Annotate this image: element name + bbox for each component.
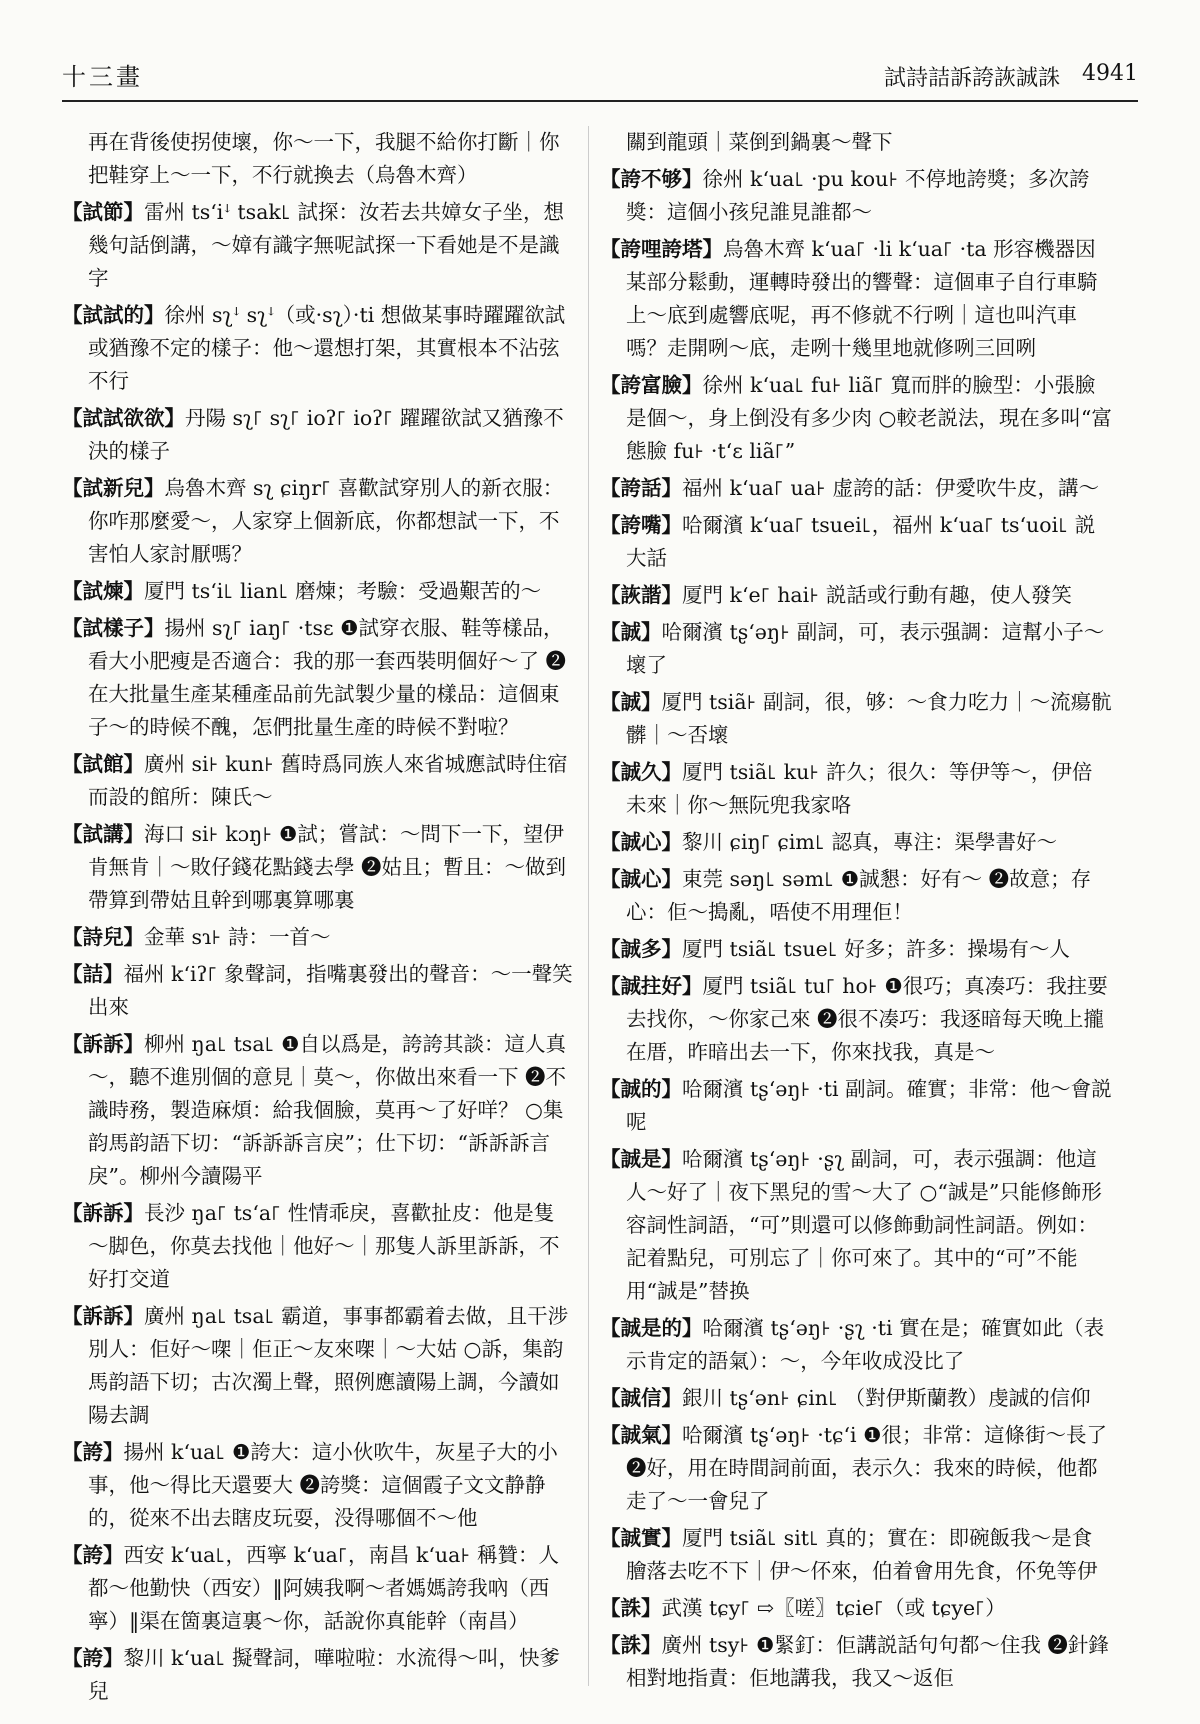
entry-headword: 【誇富臉】	[600, 373, 703, 397]
entry-headword: 【誠】	[600, 620, 662, 644]
header-right	[884, 61, 1138, 100]
dictionary-entry	[600, 826, 1112, 859]
dictionary-entry	[600, 1382, 1112, 1415]
entry-headword: 【誇】	[62, 1646, 124, 1670]
entry-definition: 銀川 tʂʻən꜔ ɕin꜖ （對伊斯蘭教）虔誠的信仰	[682, 1386, 1091, 1410]
entry-headword: 【誠信】	[600, 1386, 682, 1410]
entry-headword: 【誠心】	[600, 830, 682, 854]
entry-definition: 徐州 kʻua꜖ fu꜔ liã꜒ 寬而胖的臉型：小張臉是個～，身上倒没有多少肉 ○較老説法，現在多叫“富態臉 fu꜔ ·tʻɛ liã꜒”	[626, 373, 1112, 463]
dictionary-entry	[62, 1642, 574, 1708]
dictionary-entry	[62, 299, 574, 398]
dictionary-entry	[62, 958, 574, 1024]
entry-headword: 【訴訴】	[62, 1032, 144, 1056]
dictionary-entry	[600, 1522, 1112, 1588]
page-number: 4941	[1082, 61, 1138, 86]
entry-definition: 福州 kʻiʔ꜒ 象聲詞，指嘴裏發出的聲音：～一聲笑出來	[88, 962, 573, 1019]
dictionary-entry	[62, 1197, 574, 1296]
entry-headword: 【試館】	[62, 752, 144, 776]
dictionary-entry	[62, 1028, 574, 1193]
column-divider	[588, 126, 589, 1686]
entry-definition: 徐州 sʅꜜ sʅꜜ（或·sʅ）·ti 想做某事時躍躍欲試或猶豫不定的樣子：他～還想打架，其實根本不沾弦不行	[88, 303, 566, 393]
entry-definition: 哈爾濱 tʂʻəŋ꜔ ·ʂʅ 副詞，可，表示强調：他這人～好了｜夜下黑兒的雪～大了 ○“誠是”只能修飾形容詞性詞語，“可”則還可以修飾動詞性詞語。例如：記着點兒，可別忘了｜你可來了。其中的“可”不能用“誠是”替换	[626, 1147, 1102, 1303]
entry-definition: 烏魯木齊 sʅ ɕiŋr꜒ 喜歡試穿別人的新衣服：你咋那麼愛～，人家穿上個新底，你都想試一下，不害怕人家討厭嗎？	[88, 476, 564, 566]
entry-definition: 廣州 si꜔ kun꜔ 舊時爲同族人來省城應試時住宿而設的館所：陳氏～	[88, 752, 568, 809]
dictionary-entry	[600, 970, 1112, 1069]
entry-headword: 【試樣子】	[62, 616, 165, 640]
entry-definition: 厦門 tsiã꜖ sit꜖ 真的；實在：即碗飯我～是食膾落去吃不下｜伊～伓來，伯着會用先食，伓免等伊	[626, 1526, 1098, 1583]
entry-headword: 【誇】	[62, 1440, 124, 1464]
dictionary-entry	[600, 1419, 1112, 1518]
entry-definition: 黎川 kʻua꜖ 擬聲詞，嘩啦啦：水流得～叫，快爹兒	[88, 1646, 561, 1703]
entry-definition: 哈爾濱 tʂʻəŋ꜔ ·ʂʅ ·ti 實在是；確實如此（表示肯定的語氣）：～，今年收成没比了	[626, 1316, 1105, 1373]
entry-headword: 【誅】	[600, 1633, 662, 1657]
entry-headword: 【誠是】	[600, 1147, 682, 1171]
entry-continuation: 關到龍頭｜菜倒到鍋裏～聲下	[626, 130, 893, 154]
entry-headword: 【誇話】	[600, 476, 682, 500]
entry-definition: 福州 kʻua꜒ ua꜔ 虚誇的話：伊愛吹牛皮，講～	[682, 476, 1100, 500]
entry-headword: 【試試欲欲】	[62, 406, 185, 430]
entry-definition: 金華 sɿ꜔ 詩：一首～	[144, 925, 331, 949]
entry-headword: 【誠氣】	[600, 1423, 682, 1447]
entry-definition: 厦門 tsiã꜖ tu꜒ ho꜔ ❶很巧；真凑巧：我拄要去找你，～你家己來 ❷很不凑巧：我逐暗每天晚上攏在厝，昨暗出去一下，你來找我，真是～	[626, 974, 1108, 1064]
entry-definition: 哈爾濱 tʂʻəŋ꜔ ·ti 副詞。確實；非常：他～會説呢	[626, 1077, 1112, 1134]
left-column	[62, 126, 574, 1703]
entry-definition: 厦門 kʻe꜒ hai꜔ 説話或行動有趣，使人發笑	[682, 583, 1072, 607]
dictionary-entry	[62, 921, 574, 954]
entry-definition: 廣州 tsy꜔ ❶緊釘：佢講説話句句都～住我 ❷針鋒相對地指責：佢地講我，我又～返佢	[626, 1633, 1109, 1690]
dictionary-entry	[62, 196, 574, 295]
entry-definition: 厦門 tsiã꜖ ku꜔ 許久；很久：等伊等～，伊倍未來｜你～無阮兜我家咯	[626, 760, 1093, 817]
entry-definition: 徐州 kʻua꜖ ·pu kou꜔ 不停地誇獎；多次誇獎：這個小孩兒誰見誰都～	[626, 167, 1090, 224]
dictionary-entry	[600, 369, 1112, 468]
entry-definition: 厦門 tsʻi꜖ lian꜖ 磨煉；考驗：受過艱苦的～	[144, 579, 542, 603]
page-header	[62, 58, 1138, 102]
header-characters: 試詩詰訴誇詼誠誅	[883, 66, 1060, 91]
dictionary-entry	[600, 756, 1112, 822]
entry-continuation: 再在背後使拐使壞，你～一下，我腿不給你打斷｜你把鞋穿上～一下，不行就換去（烏魯木齊）	[88, 130, 560, 187]
entry-headword: 【誇哩誇塔】	[600, 237, 723, 261]
dictionary-entry	[600, 163, 1112, 229]
entry-definition: 厦門 tsiã꜖ tsue꜖ 好多；許多：操場有～人	[682, 937, 1070, 961]
entry-definition: 哈爾濱 kʻua꜒ tsuei꜖，福州 kʻua꜒ tsʻuoi꜖ 説大話	[626, 513, 1096, 570]
entry-headword: 【誠多】	[600, 937, 682, 961]
entry-headword: 【訴訴】	[62, 1304, 144, 1328]
entry-headword: 【試講】	[62, 822, 144, 846]
dictionary-entry	[600, 686, 1112, 752]
entry-definition: 雷州 tsʻiꜜ tsak꜖ 試探：汝若去共嫜女子坐，想幾句話倒講，～嫜有識字無呢試探一下看她是不是識字	[88, 200, 564, 290]
entry-headword: 【試新兒】	[62, 476, 165, 500]
entry-headword: 【誠拄好】	[600, 974, 703, 998]
entry-headword: 【試節】	[62, 200, 144, 224]
dictionary-entry	[600, 933, 1112, 966]
dictionary-entry	[62, 1436, 574, 1535]
entry-headword: 【誠心】	[600, 867, 682, 891]
right-column	[600, 126, 1112, 1690]
entry-definition: 西安 kʻua꜖，西寧 kʻua꜒，南昌 kʻua꜔ 稱贊：人都～他勤快（西安）‖阿姨我啊～者媽媽誇我吶（西寧）‖渠在箇裏這裏～你，話說你真能幹（南昌）	[88, 1543, 559, 1633]
dictionary-entry	[62, 575, 574, 608]
dictionary-entry	[600, 472, 1112, 505]
entry-headword: 【詰】	[62, 962, 124, 986]
entry-headword: 【誇嘴】	[600, 513, 682, 537]
entry-definition: 哈爾濱 tʂʻəŋ꜔ ·tɕʻi ❶很；非常：這條街～長了 ❷好，用在時間詞前面，表示久：我來的時候，他都走了～一會兒了	[626, 1423, 1107, 1513]
entry-definition: 柳州 ŋa꜖ tsa꜖ ❶自以爲是，誇誇其談：這人真～，聽不進別個的意見｜莫～，你做出來看一下 ❷不識時務，製造麻煩：給我個臉，莫再～了好咩？ ○集韵馬韵語下切：“訴訴訴言戾”；仕下切：“訴訴訴言戾”。柳州今讀陽平	[88, 1032, 567, 1188]
dictionary-entry	[600, 579, 1112, 612]
entry-definition: 武漢 tɕy꜒ ⇨〖嗟〗tɕie꜒（或 tɕye꜒）	[661, 1596, 1006, 1620]
dictionary-entry	[600, 616, 1112, 682]
dictionary-entry	[62, 748, 574, 814]
dictionary-entry	[62, 402, 574, 468]
dictionary-entry	[600, 1592, 1112, 1625]
entry-headword: 【誇】	[62, 1543, 124, 1567]
entry-definition: 厦門 tsiã꜔ 副詞，很，够：～食力吃力｜～流瘍骯髒｜～否壞	[626, 690, 1112, 747]
dictionary-entry	[62, 1300, 574, 1432]
entry-definition: 長沙 ŋa꜒ tsʻa꜒ 性情乖戾，喜歡扯皮：他是隻～脚色，你莫去找他｜他好～｜那隻人訴里訴訴，不好打交道	[88, 1201, 560, 1291]
entry-headword: 【誠的】	[600, 1077, 682, 1101]
dictionary-entry	[62, 612, 574, 744]
entry-headword: 【試試的】	[62, 303, 165, 327]
dictionary-entry	[600, 1629, 1112, 1695]
dictionary-entry	[62, 1539, 574, 1638]
entry-definition: 廣州 ŋa꜖ tsa꜖ 霸道，事事都霸着去做，且干涉別人：佢好～㗎｜佢正～友來㗎｜～大姑 ○訴，集韵馬韵語下切；古次濁上聲，照例應讀陽上調，今讀如陽去調	[88, 1304, 569, 1427]
entry-headword: 【詼諧】	[600, 583, 682, 607]
dictionary-entry	[600, 1143, 1112, 1308]
dictionary-entry	[600, 863, 1112, 929]
entry-definition: 哈爾濱 tʂʻəŋ꜔ 副詞，可，表示强調：這幫小子～壞了	[626, 620, 1105, 677]
entry-headword: 【誇不够】	[600, 167, 703, 191]
entry-definition: 黎川 ɕiŋ꜒ ɕim꜖ 認真，專注：渠學書好～	[682, 830, 1057, 854]
entry-headword: 【詩兒】	[62, 925, 144, 949]
entry-definition: 丹陽 sʅ꜒ sʅ꜒ ioʔ꜒ ioʔ꜒ 躍躍欲試又猶豫不決的樣子	[88, 406, 564, 463]
entry-definition: 揚州 sʅ꜒ iaŋ꜒ ·tsɛ ❶試穿衣服、鞋等樣品，看大小肥瘦是否適合：我的那一套西裝明個好～了 ❷在大批量生產某種產品前先試製少量的樣品：這個東子～的時候不醜，怎們批量生產的時候不對啦？	[88, 616, 567, 739]
dictionary-entry	[600, 1312, 1112, 1378]
entry-headword: 【誠是的】	[600, 1316, 703, 1340]
entry-headword: 【誠】	[600, 690, 662, 714]
entry-definition: 烏魯木齊 kʻua꜒ ·li kʻua꜒ ·ta 形容機器因某部分鬆動，運轉時發出的響聲：這個車子自行車騎上～底到處響底呢，再不修就不行咧｜這也叫汽車嗎？走開咧～底，走咧十幾里地就修咧三回咧	[626, 237, 1098, 360]
entry-definition: 東莞 səŋ꜖ səm꜖ ❶誠懇：好有～ ❷故意；存心：佢～搗亂，唔使不用理佢！	[626, 867, 1092, 924]
dictionary-entry	[600, 1073, 1112, 1139]
section-title: 十三畫	[62, 63, 143, 91]
entry-headword: 【誠實】	[600, 1526, 682, 1550]
dictionary-entry	[600, 233, 1112, 365]
entry-headword: 【訴訴】	[62, 1201, 144, 1225]
entry-definition: 揚州 kʻua꜖ ❶誇大：這小伙吹牛，灰星子大的小事，他～得比天還要大 ❷誇獎：這個霞子文文静静的，從來不出去瞎皮玩耍，没得哪個不～他	[88, 1440, 558, 1530]
entry-definition: 海口 si꜔ kɔŋ꜔ ❶試；嘗試：～問下一下，望伊肯無肯｜～敗仔錢花點錢去學 ❷姑且；暫且：～做到帶算到帶姑且幹到哪裏算哪裏	[88, 822, 567, 912]
dictionary-entry	[62, 818, 574, 917]
entry-headword: 【試煉】	[62, 579, 144, 603]
entry-headword: 【誠久】	[600, 760, 682, 784]
dictionary-entry	[600, 509, 1112, 575]
dictionary-entry	[62, 472, 574, 571]
entry-headword: 【誅】	[600, 1596, 662, 1620]
